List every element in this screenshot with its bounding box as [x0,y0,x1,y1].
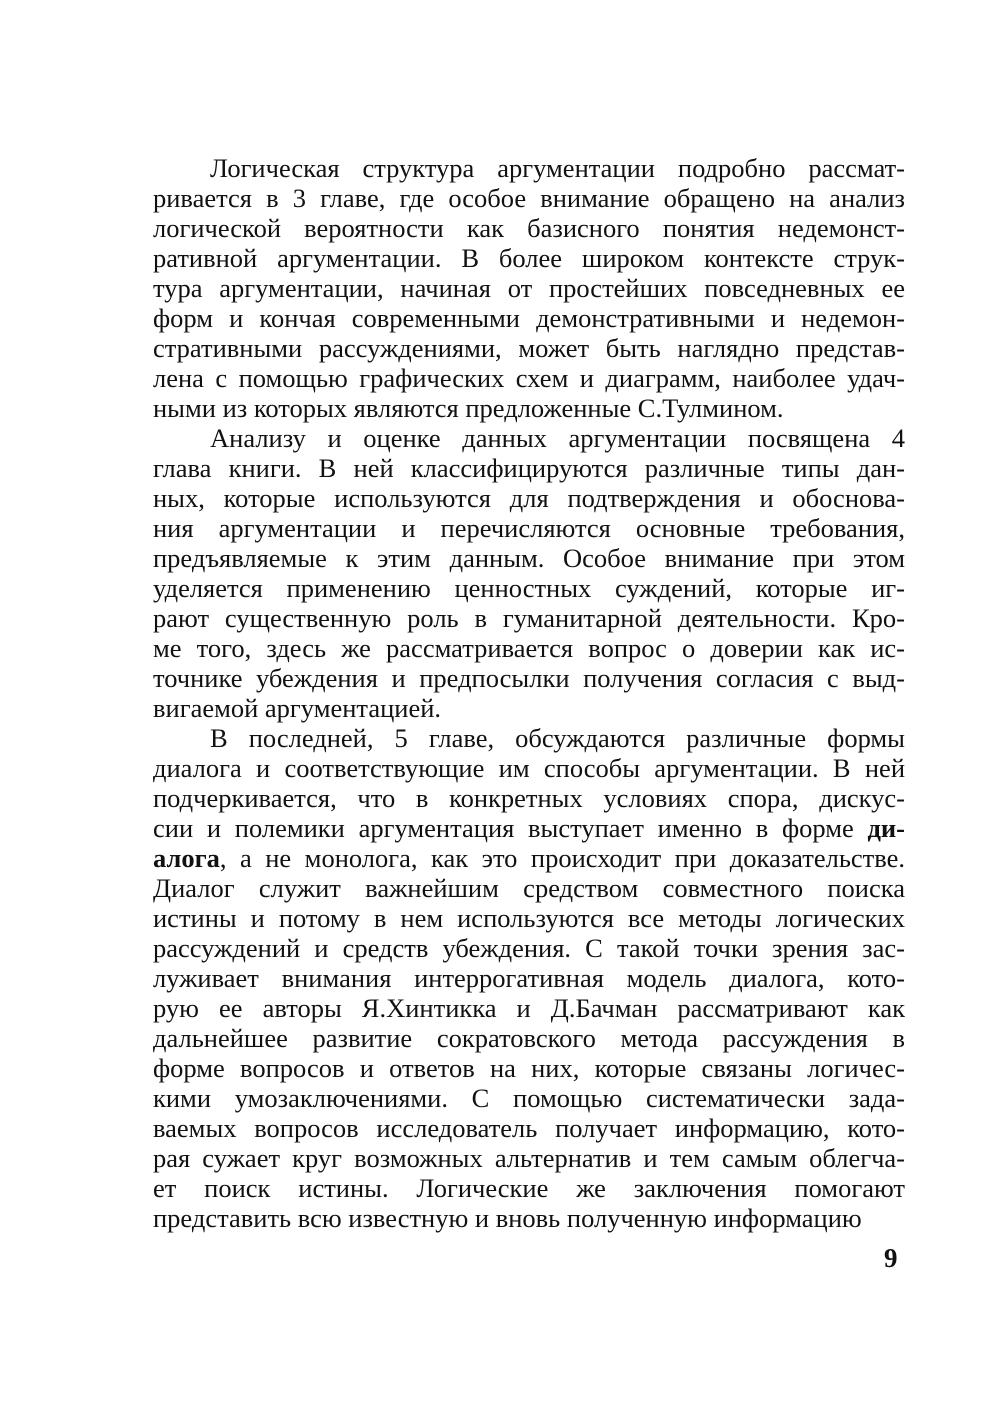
paragraph [153,423,905,723]
text-line: В последней, 5 главе, обсуждаются различные формы [210,723,905,753]
body-text [153,153,905,1233]
text-line: луживает внимания интеррогативная модель диалога, кото- [153,963,905,993]
text-line: лена с помощью графических схем и диаграмм, наиболее удач- [153,363,905,393]
text-line: ративной аргументации. В более широком контексте струк- [153,243,905,273]
text-line: рассуждений и средств убеждения. С такой точки зрения зас- [153,933,905,963]
text-line: диалога и соответствующие им способы аргументации. В ней [153,753,905,783]
text-line: форм и кончая современными демонстративными и недемон- [153,303,905,333]
text-line: истины и потому в нем используются все методы логических [153,903,905,933]
text-line: форме вопросов и ответов на них, которые связаны логичес- [153,1053,905,1083]
text-line: ме того, здесь же рассматривается вопрос о доверии как ис- [153,633,905,663]
text-line: логической вероятности как базисного понятия недемонст- [153,213,905,243]
text-line: Логическая структура аргументации подробно рассмат- [210,153,905,183]
text-segment: , а не монолога, как это происходит при доказательстве. [219,843,905,873]
paragraph [153,153,905,423]
paragraph [153,723,905,1233]
text-line: ваемых вопросов исследователь получает информацию, кото- [153,1113,905,1143]
text-line: рая сужает круг возможных альтернатив и тем самым облегча- [153,1143,905,1173]
text-line: ния аргументации и перечисляются основные требования, [153,513,905,543]
text-line: дальнейшее развитие сократовского метода рассуждения в [153,1023,905,1053]
text-line: ет поиск истины. Логические же заключения помогают [153,1173,905,1203]
text-line: стративными рассуждениями, может быть наглядно представ- [153,333,905,363]
text-line: тура аргументации, начиная от простейших повседневных ее [153,273,905,303]
text-line: Анализу и оценке данных аргументации посвящена 4 [210,423,905,453]
text-line: глава книги. В ней классифицируются различные типы дан- [153,453,905,483]
text-segment: сии и полемики аргументация выступает именно в форме [153,813,868,843]
bold-term: ди- [867,813,905,843]
text-line: ными из которых являются предложенные С.Тулмином. [153,393,784,423]
text-line: уделяется применению ценностных суждений, которые иг- [153,573,905,603]
text-line: ных, которые используются для подтверждения и обоснова- [153,483,905,513]
text-line: точнике убеждения и предпосылки получения согласия с выд- [153,663,905,693]
text-line: Диалог служит важнейшим средством совместного поиска [153,873,905,903]
text-line: рают существенную роль в гуманитарной деятельности. Кро- [153,603,905,633]
text-line: подчеркивается, что в конкретных условиях спора, дискус- [153,783,905,813]
text-line: вигаемой аргументацией. [153,693,442,723]
text-line: представить всю известную и вновь полученную информацию [153,1203,862,1233]
bold-term: алога [153,843,220,873]
page-number: 9 [884,1243,898,1273]
text-line: предъявляемые к этим данным. Особое внимание при этом [153,543,905,573]
text-line [153,813,905,843]
text-line: ривается в 3 главе, где особое внимание обращено на анализ [153,183,905,213]
text-line [153,843,905,873]
text-line: кими умозаключениями. С помощью систематически зада- [153,1083,905,1113]
text-line: рую ее авторы Я.Хинтикка и Д.Бачман рассматривают как [153,993,905,1023]
